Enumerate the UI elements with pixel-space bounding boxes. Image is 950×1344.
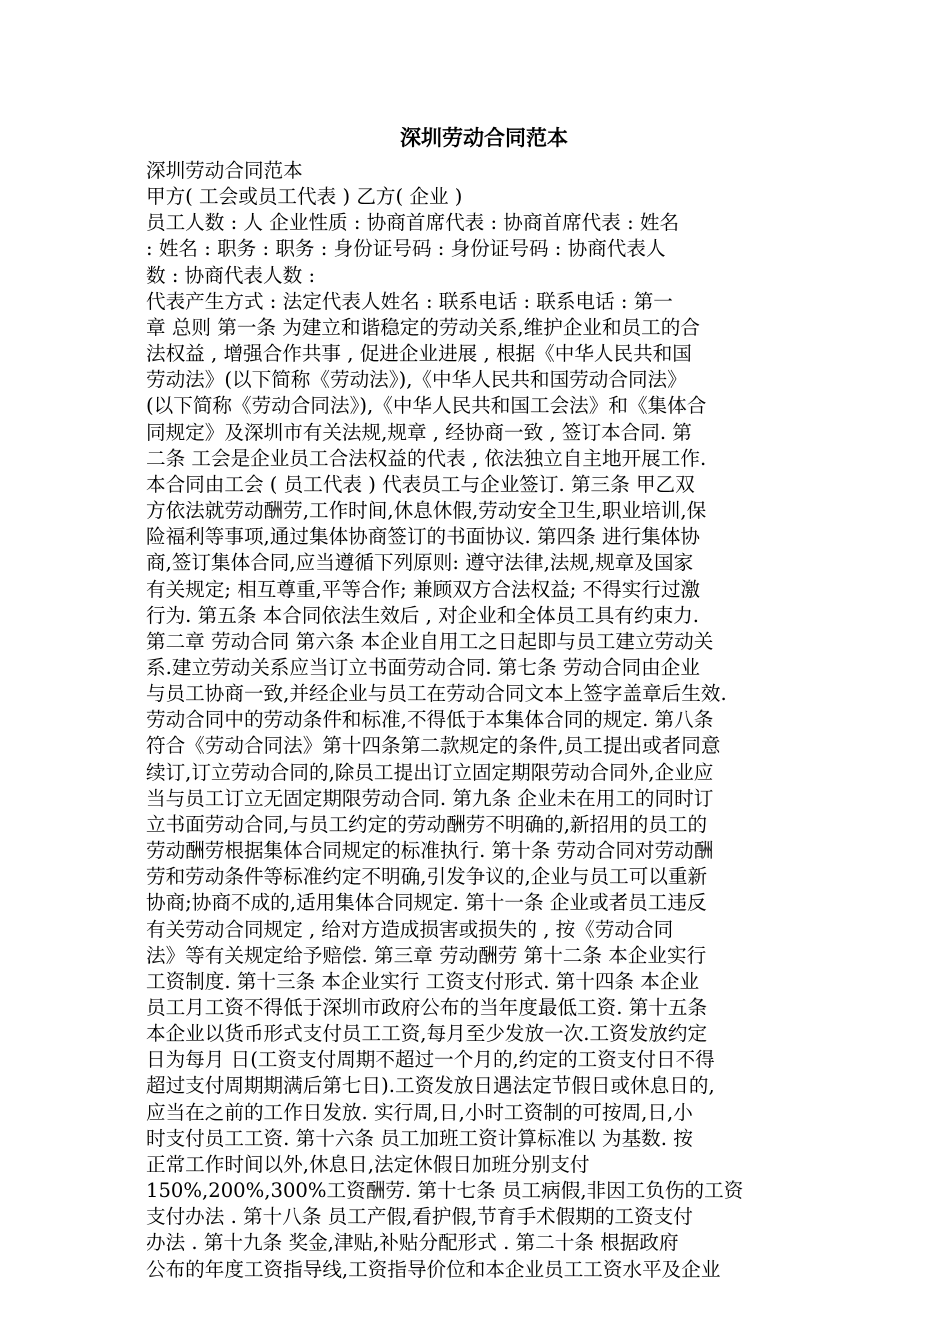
text-line: 方依法就劳动酬劳,工作时间,休息休假,劳动安全卫生,职业培训,保 (146, 499, 707, 523)
text-line: 工资制度. 第十三条 本企业实行 工资支付形式. 第十四条 本企业 (146, 969, 700, 993)
text-line: (以下简称《劳动合同法》),《中华人民共和国工会法》和《集体合 (146, 394, 707, 418)
text-line: 与员工协商一致,并经企业与员工在劳动合同文本上签字盖章后生效. (146, 682, 727, 706)
text-line: 行为. 第五条 本合同依法生效后 , 对企业和全体员工具有约束力. (146, 603, 700, 627)
text-line: 时支付员工工资. 第十六条 员工加班工资计算标准以 为基数. 按 (146, 1126, 693, 1150)
text-line: 当与员工订立无固定期限劳动合同. 第九条 企业未在用工的同时订 (146, 786, 714, 810)
text-line: 甲方( 工会或员工代表 ) 乙方( 企业 ) (146, 185, 463, 209)
text-line: 支付办法 . 第十八条 员工产假,看护假,节育手术假期的工资支付 (146, 1205, 693, 1229)
text-line: 商,签订集体合同,应当遵循下列原则: 遵守法律,法规,规章及国家 (146, 551, 694, 575)
text-line: 有关劳动合同规定 , 给对方造成损害或损失的 , 按《劳动合同 (146, 917, 674, 941)
text-line: 办法 . 第十九条 奖金,津贴,补贴分配形式 . 第二十条 根据政府 (146, 1231, 679, 1255)
text-line: 险福利等事项,通过集体协商签订的书面协议. 第四条 进行集体协 (146, 525, 700, 549)
document-body (146, 158, 808, 1283)
text-line: 深圳劳动合同范本 (146, 159, 303, 182)
text-line: 立书面劳动合同,与员工约定的劳动酬劳不明确的,新招用的员工的 (146, 812, 708, 836)
text-line: 劳动合同中的劳动条件和标准,不得低于本集体合同的规定. 第八条 (146, 708, 714, 732)
text-line: 代表产生方式 : 法定代表人姓名 : 联系电话 : 联系电话 : 第一 (146, 289, 673, 313)
text-line: 劳动酬劳根据集体合同规定的标准执行. 第十条 劳动合同对劳动酬 (146, 839, 714, 863)
text-line: 二条 工会是企业员工合法权益的代表 , 依法独立自主地开展工作. (146, 446, 707, 470)
text-line: 本企业以货币形式支付员工工资,每月至少发放一次.工资发放约定 (146, 1022, 708, 1046)
text-line: 员工月工资不得低于深圳市政府公布的当年度最低工资. 第十五条 (146, 996, 708, 1019)
text-line: 超过支付周期期满后第七日).工资发放日遇法定节假日或休息日的, (146, 1074, 715, 1098)
text-line: 系.建立劳动关系应当订立书面劳动合同. 第七条 劳动合同由企业 (146, 655, 700, 679)
text-line: 有关规定; 相互尊重,平等合作; 兼顾双方合法权益; 不得实行过激 (146, 577, 701, 601)
text-line: 150%,200%,300%工资酬劳. 第十七条 员工病假,非因工负伤的工资 (146, 1179, 744, 1203)
text-line: 劳和劳动条件等标准约定不明确,引发争议的,企业与员工可以重新 (146, 865, 708, 889)
text-line: 续订,订立劳动合同的,除员工提出订立固定期限劳动合同外,企业应 (146, 760, 714, 784)
text-line: 章 总则 第一条 为建立和谐稳定的劳动关系,维护企业和员工的合 (146, 315, 700, 339)
text-line: 法权益 , 增强合作共事 , 促进企业进展 , 根据《中华人民共和国 (146, 342, 692, 366)
text-line: 符合《劳动合同法》第十四条第二款规定的条件,员工提出或者同意 (146, 734, 721, 758)
text-line: 协商;协商不成的,适用集体合同规定. 第十一条 企业或者员工违反 (146, 891, 707, 915)
text-line: 员工人数 : 人 企业性质 : 协商首席代表 : 协商首席代表 : 姓名 (146, 211, 680, 235)
document-page (146, 118, 808, 1283)
text-line: 同规定》及深圳市有关法规,规章 , 经协商一致 , 签订本合同. 第 (146, 420, 692, 444)
text-line: 正常工作时间以外,休息日,法定休假日加班分别支付 (146, 1152, 590, 1176)
document-title: 深圳劳动合同范本 (400, 125, 568, 150)
text-line: 日为每月 日(工资支付周期不超过一个月的,约定的工资支付日不得 (146, 1048, 715, 1072)
text-line: 第二章 劳动合同 第六条 本企业自用工之日起即与员工建立劳动关 (146, 629, 714, 653)
text-line: 数 : 协商代表人数 : (146, 263, 316, 287)
text-line: 公布的年度工资指导线,工资指导价位和本企业员工工资水平及企业 (146, 1257, 721, 1281)
text-line: 法》等有关规定给予赔偿. 第三章 劳动酬劳 第十二条 本企业实行 (146, 943, 707, 967)
text-line: 劳动法》(以下简称《劳动法》),《中华人民共和国劳动合同法》 (146, 368, 687, 392)
text-line: : 姓名 : 职务 : 职务 : 身份证号码 : 身份证号码 : 协商代表人 (146, 237, 666, 261)
text-line: 本合同由工会 ( 员工代表 ) 代表员工与企业签订. 第三条 甲乙双 (146, 472, 695, 496)
text-line: 应当在之前的工作日发放. 实行周,日,小时工资制的可按周,日,小 (146, 1100, 693, 1124)
